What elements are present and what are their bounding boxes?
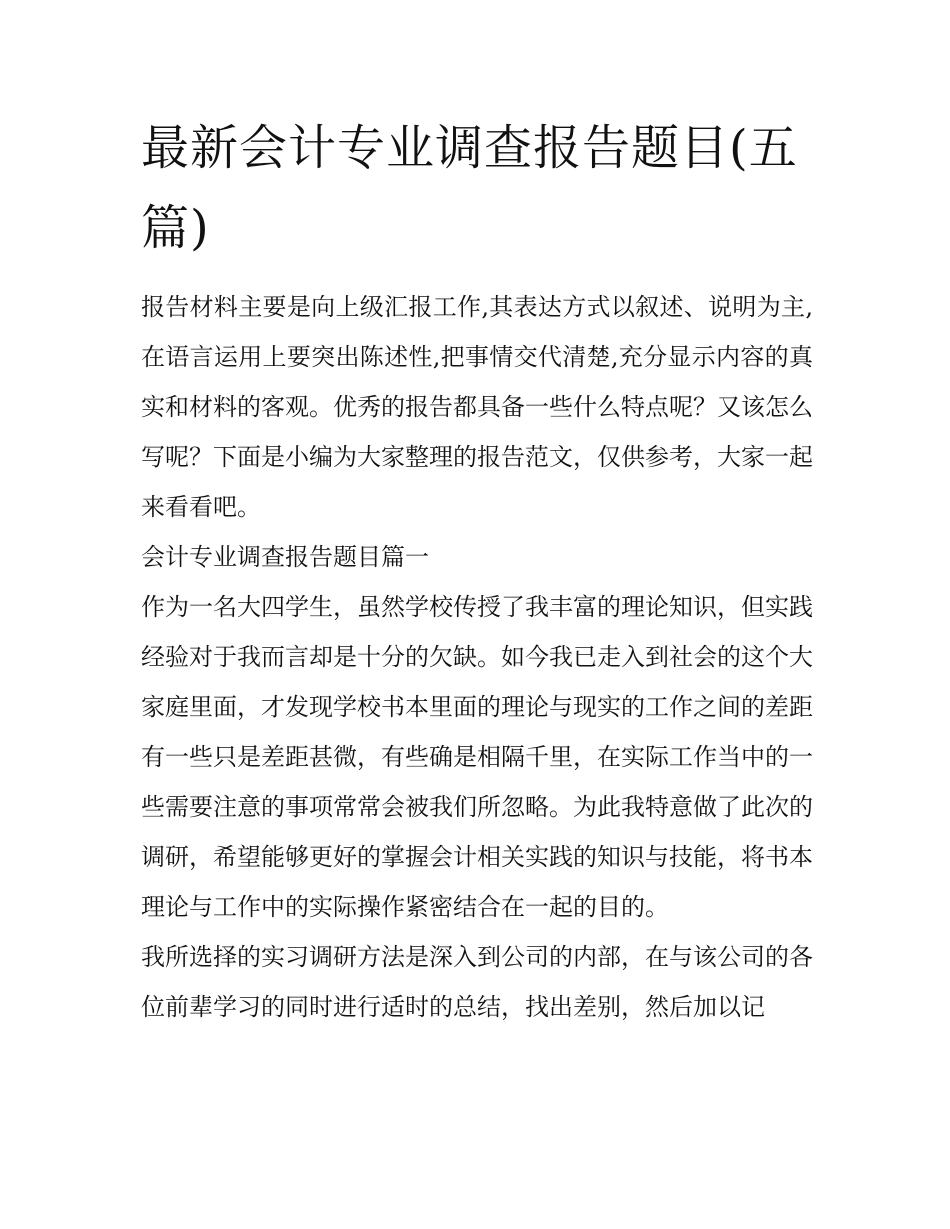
section-heading: 会计专业调查报告题目篇一 [141, 543, 429, 571]
intro-paragraph: 报告材料主要是向上级汇报工作,其表达方式以叙述、说明为主,在语言运用上要突出陈述性,把事情交代清楚,充分显示内容的真实和材料的客观。优秀的报告都具备一些什么特点呢？又该怎么写呢？下面是小编为大家整理的报告范文，仅供参考，大家一起来看看吧。 [141, 293, 813, 521]
document-title: 最新会计专业调查报告题目(五篇) [141, 120, 798, 256]
body-paragraph-1: 作为一名大四学生，虽然学校传授了我丰富的理论知识，但实践经验对于我而言却是十分的欠缺。如今我已走入到社会的这个大家庭里面，才发现学校书本里面的理论与现实的工作之间的差距有一些只是差距甚微，有些确是相隔千里，在实际工作当中的一些需要注意的事项常常会被我们所忽略。为此我特意做了此次的调研，希望能够更好的掌握会计相关实践的知识与技能，将书本理论与工作中的实际操作紧密结合在一起的目的。 [141, 593, 813, 921]
document-page [141, 108, 813, 1032]
body-paragraph-2: 我所选择的实习调研方法是深入到公司的内部，在与该公司的各位前辈学习的同时进行适时的总结，找出差别，然后加以记 [141, 943, 813, 1021]
